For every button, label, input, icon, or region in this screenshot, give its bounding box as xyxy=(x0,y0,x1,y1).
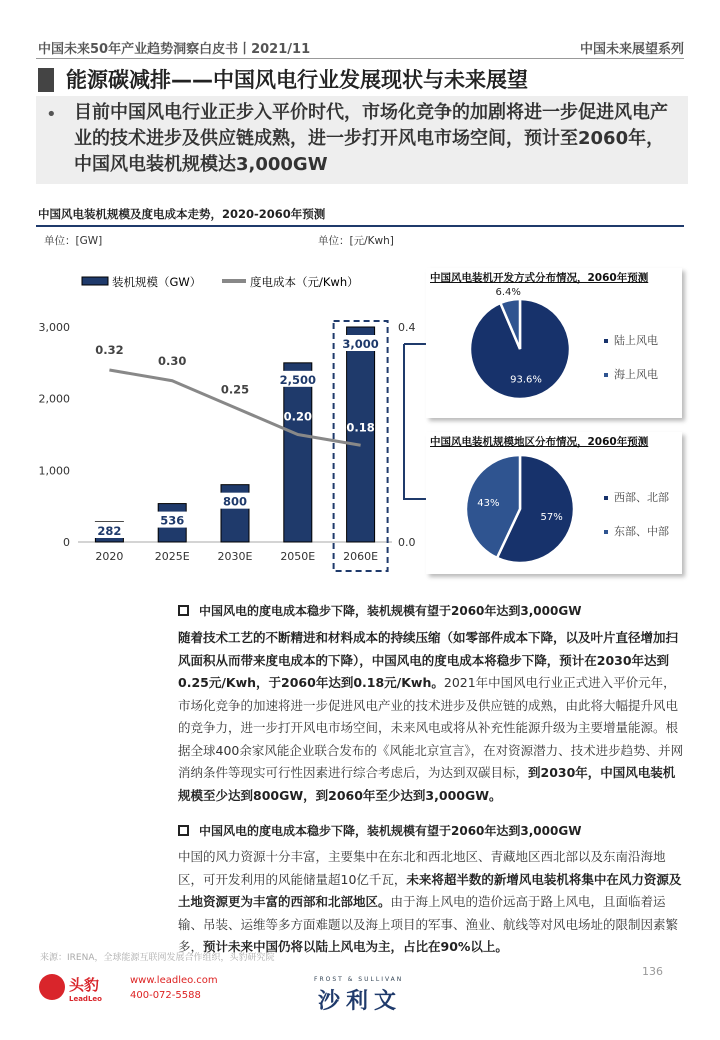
line-value-label: 0.18 xyxy=(346,420,375,435)
bar-value-label: 282 xyxy=(97,524,122,538)
pie-legend-label: 东部、中部 xyxy=(614,525,669,538)
checkbox-bullet-icon xyxy=(178,825,189,836)
legend-swatch xyxy=(604,339,608,343)
chart-title-divider xyxy=(36,225,684,227)
page-number: 136 xyxy=(642,965,663,978)
pie-title: 中国风电装机规模地区分布情况，2060年预测 xyxy=(430,436,649,448)
pie-value-label: 43% xyxy=(477,497,500,509)
para-bold: 随着技术工艺的不断精进和材料成本的持续压缩（如零部件成本下降，以及叶片直径增加扫风面积从而带来度电成本的下降），中国风电的度电成本将稳步下降，预计在2030年达到0.25元/Kwh，于2060年达到0.18元/Kwh。 xyxy=(178,630,679,690)
y-left-tick: 1,000 xyxy=(38,464,70,478)
pie-value-label: 93.6% xyxy=(510,374,542,386)
bar xyxy=(347,327,375,542)
para-bold: 到2030年，中国风电装机规模至少达到800GW，到2060年至少达到3,000GW。 xyxy=(178,765,676,803)
pie-legend-label: 西部、北部 xyxy=(614,491,669,504)
y-left-tick: 0 xyxy=(63,536,70,549)
section-marker xyxy=(38,68,54,92)
bar-value-label: 800 xyxy=(222,494,248,509)
pie-chart-region xyxy=(426,451,682,573)
legend-bar-label: 装机规模（GW） xyxy=(112,275,202,289)
series-title: 中国未来展望系列 xyxy=(579,42,684,57)
para-text: 2021年中国风电行业正式进入平价元年，市场化竞争的加速将进一步促进风电产业的技术进步及供应链的成熟，由此将大幅提升风电的竞争力，进一步打开风电市场空间，未来风电或将从补充性能源升级为主要增量能源。根据全球400余家风能企业联合发布的《风能北京宣言》，在对资源潜力、技术进步趋势、并网消纳条件等现实可行性因素进行综合考虑后，为达到双碳目标， xyxy=(178,675,684,780)
para-text: 由于海上风电的造价远高于路上风电，且面临着运输、吊装、运维等多方面难题以及海上项目的军事、渔业、航线等对风电场址的限制因素繁多， xyxy=(178,894,679,954)
pie-legend-label: 海上风电 xyxy=(614,368,658,381)
unit-left: 单位：[GW] xyxy=(44,235,103,247)
bullet-text: 中国风电的度电成本稳步下降，装机规模有望于2060年达到3,000GW xyxy=(199,604,582,618)
legend-swatch xyxy=(604,496,608,500)
frost-sullivan-logo-cn: 沙利文 xyxy=(318,989,403,1014)
header-divider xyxy=(36,58,684,59)
y-right-tick: 0.4 xyxy=(398,321,416,334)
line-value-label: 0.32 xyxy=(95,343,124,357)
pie-value-label: 6.4% xyxy=(495,287,521,299)
pie-value-label: 57% xyxy=(540,512,563,524)
legend-swatch xyxy=(604,530,608,534)
legend-bar-swatch xyxy=(82,277,108,285)
bar-value-label: 2,500 xyxy=(279,372,316,387)
bullet-heading-2 xyxy=(178,822,581,839)
line-value-label: 0.25 xyxy=(220,382,250,397)
x-tick-label: 2030E xyxy=(217,550,253,563)
pie-chart-development xyxy=(426,287,682,417)
section-title: 能源碳减排——中国风电行业发展现状与未来展望 xyxy=(66,68,528,92)
chart-title: 中国风电装机规模及度电成本走势，2020-2060年预测 xyxy=(38,207,326,221)
unit-right: 单位：[元/Kwh] xyxy=(318,235,394,247)
legend-line-label: 度电成本（元/Kwh） xyxy=(250,275,359,289)
legend-swatch xyxy=(604,373,608,377)
checkbox-bullet-icon xyxy=(178,605,189,616)
x-tick-label: 2020 xyxy=(95,550,124,563)
source-note: 来源：IRENA，全球能源互联网发展合作组织，头豹研究院 xyxy=(40,953,275,963)
para-bold: 未来将超半数的新增风电装机将集中在风力资源及土地资源更为丰富的西部和北部地区。 xyxy=(178,871,682,909)
y-right-tick: 0.0 xyxy=(398,536,416,549)
bar-line-chart xyxy=(0,260,440,580)
pie-card-development xyxy=(426,268,682,418)
bullet-heading-1 xyxy=(178,602,581,619)
leadleo-logo xyxy=(36,970,126,1008)
x-tick-label: 2050E xyxy=(280,550,316,563)
y-left-tick: 3,000 xyxy=(38,321,70,334)
paragraph-2 xyxy=(178,846,686,959)
pie-card-region xyxy=(426,432,682,574)
paragraph-1 xyxy=(178,627,686,807)
para-text: 中国的风力资源十分丰富，主要集中在东北和西北地区、青藏地区西北部以及东南沿海地区，可开发利用的风能储量超10亿千瓦， xyxy=(178,849,666,887)
website-link[interactable]: www.leadleo.com xyxy=(130,975,218,986)
report-title: 中国未来50年产业趋势洞察白皮书丨2021/11 xyxy=(38,42,311,57)
summary-bullet: • xyxy=(46,104,57,125)
x-tick-label: 2025E xyxy=(154,550,190,563)
bar-value-label: 536 xyxy=(160,513,185,528)
para-bold: 预计未来中国仍将以陆上风电为主，占比在90%以上。 xyxy=(203,939,508,954)
line-value-label: 0.30 xyxy=(158,353,187,368)
pie-legend-label: 陆上风电 xyxy=(614,334,658,347)
legend xyxy=(82,275,359,289)
frost-sullivan-logo-text: FROST & SULLIVAN xyxy=(314,976,404,983)
x-tick-label: 2060E xyxy=(343,550,379,563)
svg-text:头豹: 头豹 xyxy=(69,976,100,994)
svg-text:LeadLeo: LeadLeo xyxy=(69,995,102,1003)
phone-number: 400-072-5588 xyxy=(130,990,201,1001)
bar xyxy=(284,363,312,542)
pie-title: 中国风电装机开发方式分布情况，2060年预测 xyxy=(430,272,649,284)
cost-line xyxy=(109,370,360,445)
line-value-label: 0.20 xyxy=(283,409,312,424)
y-left-tick: 2,000 xyxy=(38,392,70,406)
bar-value-label: 3,000 xyxy=(342,337,379,351)
bullet-text: 中国风电的度电成本稳步下降，装机规模有望于2060年达到3,000GW xyxy=(199,824,582,838)
summary-text: 目前中国风电行业正步入平价时代，市场化竞争的加剧将进一步促进风电产业的技术进步及供应链成熟，进一步打开风电市场空间，预计至2060年，中国风电装机规模达3,000GW xyxy=(74,102,668,175)
